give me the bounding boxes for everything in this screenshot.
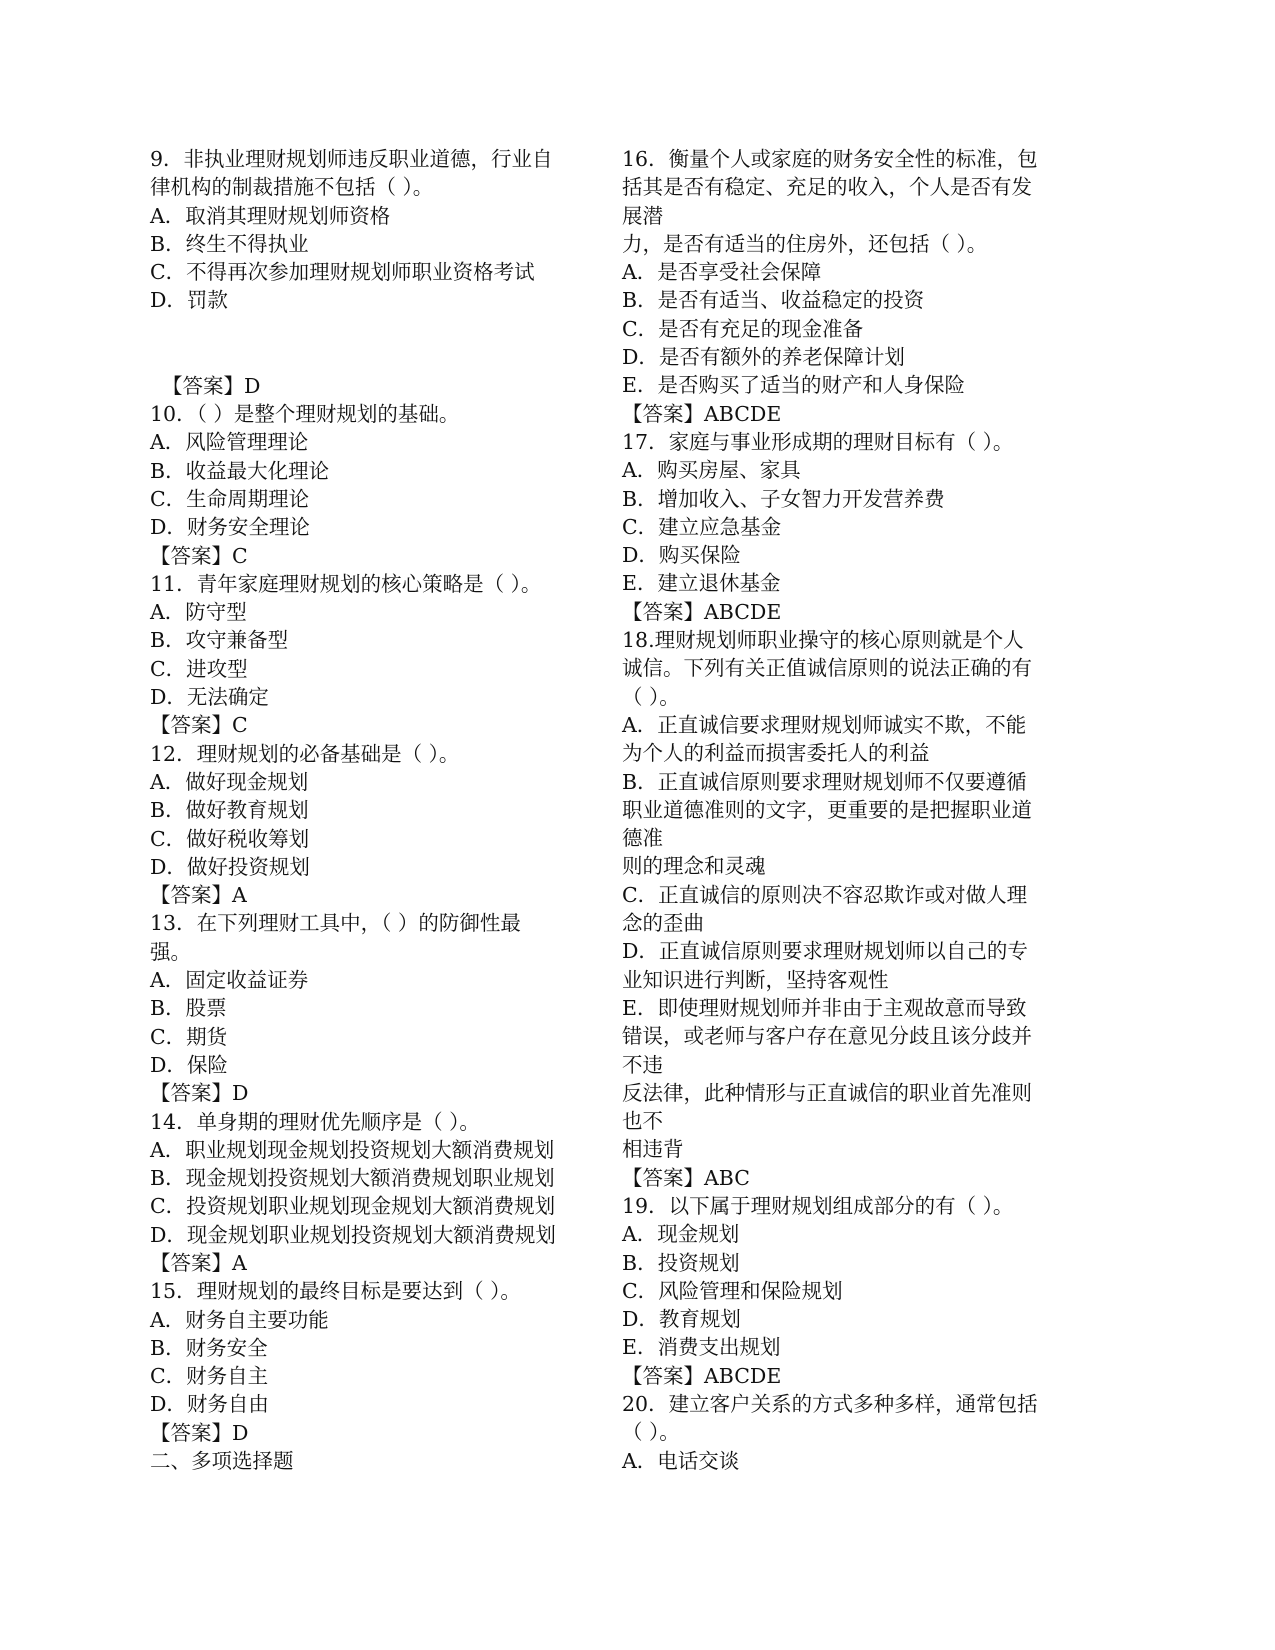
answer-line: 【答案】C <box>150 713 248 738</box>
answer-line: 【答案】D <box>162 373 261 398</box>
text-line: A．是否享受社会保障 <box>622 260 822 285</box>
text-line: E．即使理财规划师并非由于主观故意而导致 <box>622 995 1027 1020</box>
answer-line: 【答案】ABCDE <box>622 599 782 624</box>
text-line: （ ）。 <box>622 684 680 709</box>
text-line: 则的理念和灵魂 <box>622 854 766 879</box>
text-line: C．建立应急基金 <box>622 514 782 539</box>
text-line: C．做好税收筹划 <box>150 826 310 851</box>
text-line: 括其是否有稳定、充足的收入，个人是否有发 <box>622 175 1032 200</box>
section-heading: 二、多项选择题 <box>150 1449 294 1474</box>
text-line: （ ）。 <box>622 1420 680 1445</box>
text-line: A．风险管理理论 <box>150 430 309 455</box>
text-line: A．正直诚信要求理财规划师诚实不欺，不能 <box>622 712 1027 737</box>
text-line: 20．建立客户关系的方式多种多样，通常包括 <box>622 1392 1038 1417</box>
text-line: 相违背 <box>622 1137 684 1162</box>
text-line: B．财务安全 <box>150 1335 268 1360</box>
text-line: 11．青年家庭理财规划的核心策略是（ ）。 <box>150 571 542 596</box>
text-line: A．取消其理财规划师资格 <box>150 203 391 228</box>
text-line: 强。 <box>150 939 191 964</box>
text-line: E．建立退休基金 <box>622 571 781 596</box>
text-line: 错误，或老师与客户存在意见分歧且该分歧并 <box>622 1024 1032 1049</box>
text-line: 10．（ ）是整个理财规划的基础。 <box>150 402 460 427</box>
text-line: A．职业规划现金规划投资规划大额消费规划 <box>150 1137 555 1162</box>
text-line: A．购买房屋、家具 <box>622 458 801 483</box>
left-column <box>150 145 580 1475</box>
text-line: 13．在下列理财工具中，（ ）的防御性最 <box>150 911 521 936</box>
text-line: 为个人的利益而损害委托人的利益 <box>622 741 930 766</box>
text-line: D．做好投资规划 <box>150 854 310 879</box>
text-line: A．财务自主要功能 <box>150 1307 329 1332</box>
text-line: D．正直诚信原则要求理财规划师以自己的专 <box>622 939 1028 964</box>
text-line: B．正直诚信原则要求理财规划师不仅要遵循 <box>622 769 1027 794</box>
text-line: 也不 <box>622 1109 663 1134</box>
text-line: C．风险管理和保险规划 <box>622 1278 843 1303</box>
text-line: A．做好现金规划 <box>150 769 309 794</box>
answer-line: 【答案】ABCDE <box>622 401 782 426</box>
text-line: E．消费支出规划 <box>622 1335 781 1360</box>
text-line: 反法律，此种情形与正直诚信的职业首先准则 <box>622 1080 1032 1105</box>
answer-line: 【答案】A <box>150 883 247 908</box>
text-line: 17．家庭与事业形成期的理财目标有（ ）。 <box>622 429 1014 454</box>
text-line: 展潜 <box>622 203 663 228</box>
text-line: D．保险 <box>150 1052 228 1077</box>
text-line: A．电话交谈 <box>622 1448 740 1473</box>
text-line: 15．理财规划的最终目标是要达到（ ）。 <box>150 1279 521 1304</box>
text-line: B．终生不得执业 <box>150 231 309 256</box>
answer-line: 【答案】D <box>150 1081 249 1106</box>
text-line: 德准 <box>622 826 663 851</box>
text-line: B．增加收入、子女智力开发营养费 <box>622 486 945 511</box>
text-line: 职业道德准则的文字，更重要的是把握职业道 <box>622 797 1032 822</box>
text-line: A．固定收益证券 <box>150 968 309 993</box>
text-line: D．财务安全理论 <box>150 515 310 540</box>
text-line: A．现金规划 <box>622 1222 740 1247</box>
text-line: D．现金规划职业规划投资规划大额消费规划 <box>150 1222 556 1247</box>
text-line: C．不得再次参加理财规划师职业资格考试 <box>150 260 535 285</box>
text-line: B．现金规划投资规划大额消费规划职业规划 <box>150 1166 555 1191</box>
text-line: C．期货 <box>150 1024 228 1049</box>
text-line: D．购买保险 <box>622 543 741 568</box>
text-line: D．罚款 <box>150 288 228 313</box>
answer-line: 【答案】ABCDE <box>622 1363 782 1388</box>
text-line: C．投资规划职业规划现金规划大额消费规划 <box>150 1194 556 1219</box>
answer-line: 【答案】D <box>150 1420 249 1445</box>
text-line: 19．以下属于理财规划组成部分的有（ ）。 <box>622 1193 1014 1218</box>
text-line: B．是否有适当、收益稳定的投资 <box>622 288 925 313</box>
text-line: 14．单身期的理财优先顺序是（ ）。 <box>150 1109 480 1134</box>
text-line: B．投资规划 <box>622 1250 740 1275</box>
text-line: A．防守型 <box>150 600 247 625</box>
text-line: 业知识进行判断，坚持客观性 <box>622 967 889 992</box>
text-line: B．股票 <box>150 996 227 1021</box>
text-line: D．是否有额外的养老保障计划 <box>622 345 905 370</box>
right-column <box>622 145 1052 1475</box>
answer-line: 【答案】A <box>150 1250 247 1275</box>
answer-line: 【答案】C <box>150 543 248 568</box>
text-line: 诚信。下列有关正值诚信原则的说法正确的有 <box>622 656 1032 681</box>
text-line: 不违 <box>622 1052 663 1077</box>
text-line: C．是否有充足的现金准备 <box>622 316 864 341</box>
text-line: C．进攻型 <box>150 656 248 681</box>
text-line: 律机构的制裁措施不包括（ ）。 <box>150 175 434 200</box>
text-line: 12．理财规划的必备基础是（ ）。 <box>150 741 460 766</box>
text-line: D．无法确定 <box>150 685 269 710</box>
text-line: D．教育规划 <box>622 1307 741 1332</box>
text-line: B．攻守兼备型 <box>150 628 289 653</box>
text-line: B．收益最大化理论 <box>150 458 330 483</box>
text-line: C．生命周期理论 <box>150 486 310 511</box>
text-line: D．财务自由 <box>150 1392 269 1417</box>
blank-gap <box>150 315 580 372</box>
text-line: C．正直诚信的原则决不容忍欺诈或对做人理 <box>622 882 1028 907</box>
text-line: B．做好教育规划 <box>150 798 309 823</box>
text-line: 9．非执业理财规划师违反职业道德，行业自 <box>150 147 553 171</box>
answer-line: 【答案】ABC <box>622 1165 750 1190</box>
text-line: 18.理财规划师职业操守的核心原则就是个人 <box>622 628 1024 653</box>
text-line: E．是否购买了适当的财产和人身保险 <box>622 373 965 398</box>
text-line: C．财务自主 <box>150 1364 269 1389</box>
text-line: 念的歪曲 <box>622 911 704 936</box>
text-line: 16．衡量个人或家庭的财务安全性的标准，包 <box>622 147 1038 171</box>
text-line: 力，是否有适当的住房外，还包括（ ）。 <box>622 231 988 256</box>
